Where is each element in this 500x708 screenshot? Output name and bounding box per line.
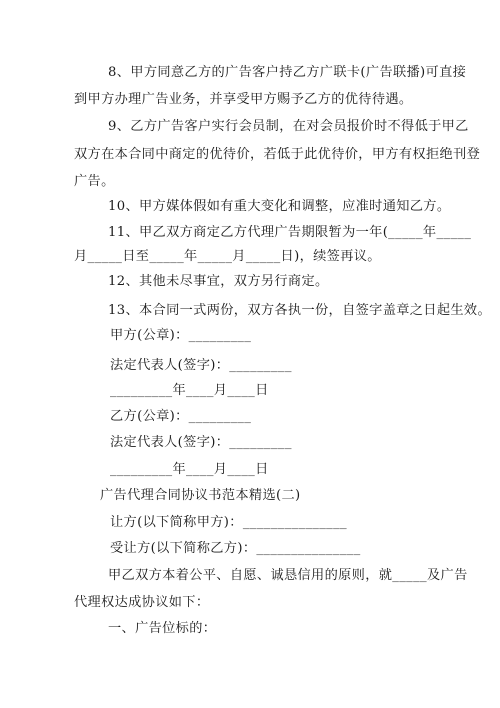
party-b-seal: 乙方(公章)：_________: [110, 409, 252, 424]
ad-position-heading: 一、广告位标的：: [108, 621, 217, 636]
party-a-seal: 甲方(公章)：_________: [110, 328, 252, 343]
clause-9-line-3: 广告。: [74, 174, 115, 189]
party-a-representative: 法定代表人(签字)：_________: [110, 358, 292, 373]
clause-13: 13、本合同一式两份，双方各执一份，自签字盖章之日起生效。: [108, 303, 491, 318]
party-b-representative: 法定代表人(签字)：_________: [110, 435, 292, 450]
section-title: 广告代理合同协议书范本精选(二): [100, 488, 301, 503]
clause-11-line-1: 11、甲乙双方商定乙方代理广告期限暂为一年(_____年_____: [108, 225, 472, 240]
party-a-date: _________年____月____日: [110, 383, 269, 398]
agreement-intro-line-1: 甲乙双方本着公平、自愿、诚恳信用的原则，就_____及广告: [108, 568, 468, 583]
clause-9-line-2: 双方在本合同中商定的优待价，若低于此优待价，甲方有权拒绝刊登: [74, 147, 481, 162]
clause-12: 12、其他未尽事宜，双方另行商定。: [108, 274, 329, 289]
party-b-date: _________年____月____日: [110, 462, 269, 477]
clause-9-line-1: 9、乙方广告客户实行会员制，在对会员报价时不得低于甲乙: [108, 119, 469, 134]
transferor-line: 让方(以下简称甲方)：_______________: [110, 515, 347, 530]
clause-11-line-2: 月_____日至_____年_____月_____日)，续签再议。: [74, 249, 381, 264]
clause-10: 10、甲方媒体假如有重大变化和调整，应准时通知乙方。: [108, 199, 451, 214]
clause-8-line-2: 到甲方办理广告业务，并享受甲方赐予乙方的优待待遇。: [74, 92, 413, 107]
agreement-intro-line-2: 代理权达成协议如下：: [74, 595, 210, 610]
transferee-line: 受让方(以下简称乙方)：_______________: [110, 541, 361, 556]
clause-8-line-1: 8、甲方同意乙方的广告客户持乙方广联卡(广告联播)可直接: [108, 65, 467, 80]
